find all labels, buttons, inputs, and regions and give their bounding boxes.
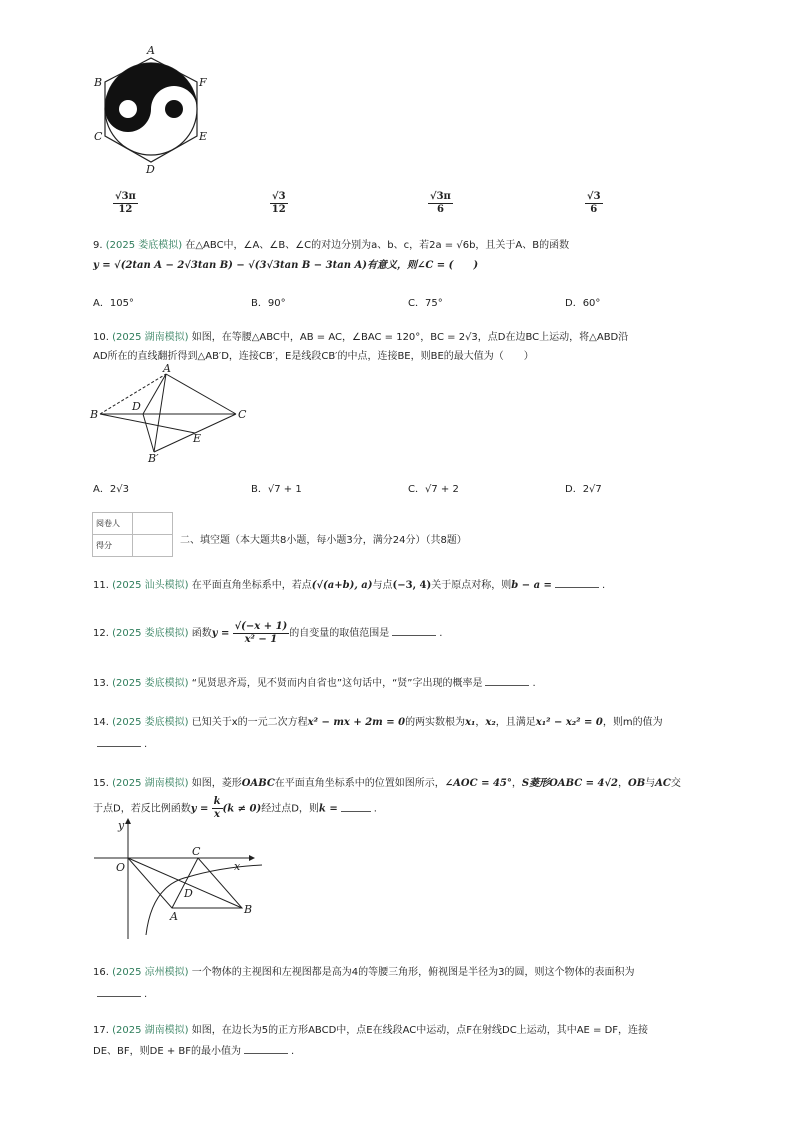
q11-number: 11. xyxy=(93,580,109,591)
q14-equation: x² − mx + 2m = 0 xyxy=(307,717,406,728)
q14-answer-blank[interactable] xyxy=(97,737,141,747)
q14-sep: ， xyxy=(475,717,486,728)
q14-line2 xyxy=(97,737,147,752)
q17-line1 xyxy=(93,1024,648,1038)
q15-text4: ， xyxy=(618,778,628,789)
q11-expr: b − a = xyxy=(511,580,552,591)
q15-fy: y = xyxy=(190,803,209,815)
q16-line1 xyxy=(93,966,634,980)
score-table xyxy=(92,512,173,557)
q10-line2: AD所在的直线翻折得到△AB′D，连接CB′，E是线段CB′的中点，连接BE，则BE的最大值为（ ） xyxy=(93,351,534,362)
q10-label-B: B xyxy=(90,408,99,421)
q10-label-C: C xyxy=(238,408,247,421)
q15-text2: 在平面直角坐标系中的位置如图所示， xyxy=(274,778,445,789)
q12-number: 12. xyxy=(93,628,109,639)
q15-line1 xyxy=(93,777,681,791)
q15-text5: 与 xyxy=(645,778,656,789)
q8-option-b[interactable]: $\frac{√3}{12}$ xyxy=(271,191,286,215)
q17-line2 xyxy=(93,1044,294,1059)
q12-end: . xyxy=(439,628,443,639)
label-B: B xyxy=(94,76,103,89)
q11-end: . xyxy=(601,580,606,591)
q8-option-a[interactable]: $\frac{√3\pi}{12}$ xyxy=(115,191,136,215)
q14-text1: 已知关于x的一元二次方程 xyxy=(191,717,308,728)
label-D: D xyxy=(146,163,155,176)
label-A: A xyxy=(147,44,155,57)
q15-label-B: B xyxy=(244,903,253,916)
q15-label-x: x xyxy=(234,860,241,873)
q8-option-d[interactable]: $\frac{√3}{6}$ xyxy=(587,191,601,215)
q10-label-D: D xyxy=(132,400,141,413)
q15-line2b: 经过点D，则 xyxy=(261,803,319,815)
q10-label-B-prime: B′ xyxy=(148,452,159,465)
q9-option-c[interactable]: C．75° xyxy=(408,298,443,309)
q11-text1: 在平面直角坐标系中，若点 xyxy=(191,580,312,591)
q16-answer-blank[interactable] xyxy=(97,987,141,997)
q17-end: . xyxy=(291,1046,295,1057)
q10-line1 xyxy=(93,331,628,345)
q15-label-D: D xyxy=(184,887,193,900)
q10-label-E: E xyxy=(193,432,202,445)
q15-text1: 如图，菱形 xyxy=(191,778,242,789)
q12-line xyxy=(93,620,442,648)
q12-text2: 的自变量的取值范围是 xyxy=(289,628,390,639)
q13-end: . xyxy=(532,678,536,689)
q10-option-c[interactable]: C．√7 + 2 xyxy=(408,484,459,495)
q15-text3: ， xyxy=(511,778,522,789)
q10-option-b[interactable]: B．√7 + 1 xyxy=(251,484,302,495)
q15-angle: ∠AOC = 45° xyxy=(444,778,512,789)
q13-source: (2025 娄底模拟) xyxy=(112,678,189,689)
q15-k-expr: k = xyxy=(318,803,338,815)
hexagon-yinyang-figure xyxy=(88,42,218,177)
score-table-grader-cell[interactable] xyxy=(133,513,173,535)
q10-text1: 如图，在等腰△ABC中，AB = AC，∠BAC = 120°，BC = 2√3，点D在边BC上运动，将△ABD沿 xyxy=(191,332,629,343)
label-F: F xyxy=(199,76,207,89)
q11-text2: 与点 xyxy=(372,580,393,591)
q13-text: “见贤思齐焉，见不贤而内自省也”这句话中，“贤”字出现的概率是 xyxy=(191,678,483,689)
q15-end: . xyxy=(373,803,377,815)
q12-source: (2025 娄底模拟) xyxy=(112,628,189,639)
q9-line1 xyxy=(93,239,569,253)
q11-text3: 关于原点对称，则 xyxy=(431,580,512,591)
q15-diagonal-AC xyxy=(172,858,198,908)
q15-diag2: AC xyxy=(655,778,671,789)
q15-area: S菱形OABC = 4√2 xyxy=(521,778,618,789)
q14-end: . xyxy=(144,739,148,750)
q16-line2 xyxy=(97,987,147,1002)
q17-answer-blank[interactable] xyxy=(244,1044,288,1054)
q11-source: (2025 汕头模拟) xyxy=(112,580,189,591)
q16-number: 16. xyxy=(93,967,109,978)
q16-text: 一个物体的主视图和左视图都是高为4的等腰三角形，俯视图是半径为3的圆，则这个物体的表面积为 xyxy=(191,967,635,978)
q12-fraction-num: √(−x + 1) xyxy=(234,620,288,632)
yinyang-white-dot xyxy=(119,100,137,118)
label-E: E xyxy=(199,130,208,143)
q12-answer-blank[interactable] xyxy=(392,626,436,636)
q15-label-y: y xyxy=(118,819,125,832)
q15-fraction-num: k xyxy=(213,796,221,807)
q10-number: 10. xyxy=(93,332,109,343)
q16-source: (2025 凉州模拟) xyxy=(112,967,189,978)
q11-line xyxy=(93,578,605,593)
q15-fraction-den: x xyxy=(214,809,221,820)
q15-hyperbola xyxy=(146,865,262,935)
q14-condition: x₁² − x₂² = 0 xyxy=(535,717,603,728)
q14-x2: x₂ xyxy=(485,717,496,728)
q13-line xyxy=(93,676,536,691)
q14-line1 xyxy=(93,716,663,730)
q15-label-C: C xyxy=(192,845,201,858)
q14-text4: ，则m的值为 xyxy=(602,717,663,728)
q15-label-O: O xyxy=(116,861,126,874)
q9-source: (2025 娄底模拟) xyxy=(105,240,183,251)
q10-triangle-figure xyxy=(88,362,258,466)
yinyang-dark-dot xyxy=(165,100,183,118)
q15-answer-blank[interactable] xyxy=(341,802,371,812)
q9-option-a[interactable]: A．105° xyxy=(93,298,134,309)
label-C: C xyxy=(94,130,103,143)
score-table-grader-label: 阅卷人 xyxy=(93,513,133,535)
q14-text2: 的两实数根为 xyxy=(405,717,466,728)
q13-answer-blank[interactable] xyxy=(485,676,529,686)
q10-label-A: A xyxy=(163,362,171,375)
q15-fcond: (k ≠ 0) xyxy=(222,803,262,815)
q17-source: (2025 湖南模拟) xyxy=(112,1025,189,1036)
q15-diag1: OB xyxy=(628,778,646,789)
q14-source: (2025 娄底模拟) xyxy=(112,717,189,728)
q16-end: . xyxy=(144,989,148,1000)
q14-number: 14. xyxy=(93,717,109,728)
q17-text1: 如图，在边长为5的正方形ABCD中，点E在线段AC中运动，点F在射线DC上运动，其中AE = DF，连接 xyxy=(191,1025,649,1036)
q15-rhombus-figure xyxy=(92,815,267,940)
q15-text6: 交 xyxy=(670,778,681,789)
q15-label-A: A xyxy=(170,910,178,923)
q12-fraction xyxy=(233,621,290,646)
score-table-score-cell[interactable] xyxy=(133,535,173,557)
q11-point2: (−3, 4) xyxy=(392,580,432,591)
section2-title: 二、填空题（本大题共8小题，每小题3分，满分24分）（共8题） xyxy=(180,535,467,546)
q10-source: (2025 湖南模拟) xyxy=(112,332,189,343)
q11-point1: (√(a+b), a) xyxy=(311,580,373,591)
q14-text3: ，且满足 xyxy=(495,717,536,728)
q14-x1: x₁ xyxy=(465,717,476,728)
q15-source: (2025 湖南模拟) xyxy=(112,778,189,789)
q9-text1: 在△ABC中，∠A、∠B、∠C的对边分别为a、b、c，若2a = √6b，且关于A、B的函数 xyxy=(185,240,570,251)
q15-number: 15. xyxy=(93,778,109,789)
q15-line2a: 于点D，若反比例函数 xyxy=(93,803,191,815)
q9-line2: y = √(2tan A − 2√3tan B) − √(3√3tan B − 3tan A)有意义，则∠C = ( ) xyxy=(93,260,479,271)
q10-option-d[interactable]: D．2√7 xyxy=(565,484,602,495)
q17-text2: DE、BF，则DE + BF的最小值为 xyxy=(93,1046,241,1057)
q8-option-c[interactable]: $\frac{√3\pi}{6}$ xyxy=(430,191,451,215)
q9-number: 9. xyxy=(93,240,103,251)
q17-number: 17. xyxy=(93,1025,109,1036)
score-table-score-label: 得分 xyxy=(93,535,133,557)
q11-answer-blank[interactable] xyxy=(555,578,599,588)
q12-lhs: y = xyxy=(211,628,230,639)
q15-shape: OABC xyxy=(241,778,275,789)
q12-text1: 函数 xyxy=(191,628,212,639)
q13-number: 13. xyxy=(93,678,109,689)
q9-option-b[interactable]: B．90° xyxy=(251,298,286,309)
q10-option-a[interactable]: A．2√3 xyxy=(93,484,129,495)
q9-option-d[interactable]: D．60° xyxy=(565,298,601,309)
q12-fraction-den: x² − 1 xyxy=(244,633,278,645)
